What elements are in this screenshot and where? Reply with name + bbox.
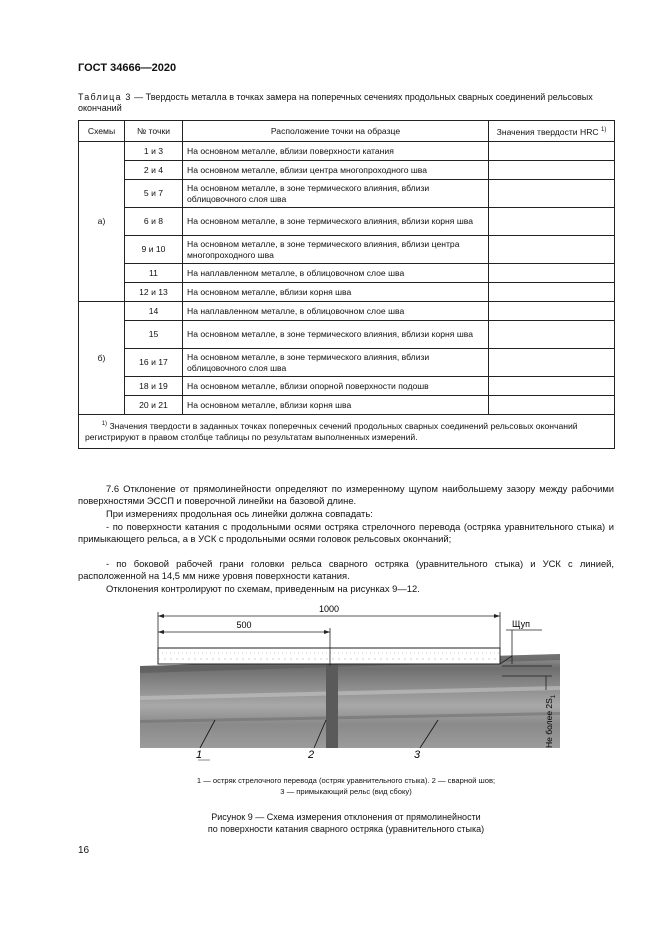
hardness-value-cell — [489, 321, 615, 349]
point-cell: 16 и 17 — [125, 349, 183, 377]
paragraph-rolling-surface: - по поверхности катания с продольными осями остряка стрелочного перевода (остряка уравнительного стыка) и примыкающего рельса, а в УСК с продольными осями головок рельсовых окончаний; — [78, 521, 614, 545]
hardness-value-cell — [489, 283, 615, 302]
location-cell: На основном металле, вблизи центра многопроходного шва — [183, 161, 489, 180]
location-cell: На основном металле, в зоне термического влияния, вблизи облицовочного слоя шва — [183, 180, 489, 208]
table-caption-label: Таблица 3 — [78, 92, 132, 102]
col-header-location: Расположение точки на образце — [183, 121, 489, 142]
callout-1: 1 — [196, 749, 203, 761]
location-cell: На основном металле, в зоне термического влияния, вблизи центра многопроходного шва — [183, 236, 489, 264]
point-cell: 6 и 8 — [125, 208, 183, 236]
location-cell: На наплавленном металле, в облицовочном слое шва — [183, 302, 489, 321]
scheme-cell-b: б) — [79, 302, 125, 415]
hardness-value-cell — [489, 349, 615, 377]
table-row — [79, 208, 615, 236]
table-header-row — [79, 121, 615, 142]
paragraph-axis-intro: При измерениях продольная ось линейки должна совпадать: — [106, 508, 373, 519]
location-cell: На основном металле, в зоне термического влияния, вблизи корня шва — [183, 321, 489, 349]
figure-9-diagram — [140, 600, 560, 770]
table-caption-text: — Твердость металла в точках замера на поперечных сечениях продольных сварных соединений рельсовых окончаний — [78, 92, 593, 113]
table-row — [79, 142, 615, 161]
paragraph-side-face: - по боковой рабочей грани головки рельса сварного остряка (уравнительного стыка) и УСК с линией, расположенной на 14,5 мм ниже уровня поверхности катания. — [78, 558, 614, 582]
table-caption — [78, 92, 614, 114]
table-row — [79, 396, 615, 415]
point-cell: 2 и 4 — [125, 161, 183, 180]
location-cell: На наплавленном металле, в облицовочном слое шва — [183, 264, 489, 283]
callout-2: 2 — [308, 749, 315, 761]
paragraph-figures-ref: Отклонения контролируют по схемам, приведенным на рисунках 9—12. — [106, 583, 420, 594]
hardness-table — [78, 120, 615, 449]
table-row — [79, 377, 615, 396]
col-header-hardness — [489, 121, 615, 142]
point-cell: 9 и 10 — [125, 236, 183, 264]
location-cell: На основном металле, вблизи поверхности катания — [183, 142, 489, 161]
table-footnote-row — [79, 415, 615, 449]
dimension-1000: 1000 — [318, 604, 340, 614]
figure-caption — [78, 811, 614, 835]
table-row — [79, 236, 615, 264]
table-footnote — [79, 415, 615, 449]
dimension-500: 500 — [236, 620, 252, 630]
figure-caption-line-1: Рисунок 9 — Схема измерения отклонения от прямолинейности — [211, 812, 481, 822]
hardness-value-cell — [489, 396, 615, 415]
legend-line-2: 3 — примыкающий рельс (вид сбоку) — [280, 787, 412, 796]
table-row — [79, 302, 615, 321]
figure-legend — [78, 775, 614, 797]
location-cell: На основном металле, в зоне термического влияния, вблизи корня шва — [183, 208, 489, 236]
col-header-scheme: Схемы — [79, 121, 125, 142]
table-row — [79, 283, 615, 302]
paragraph-7-6: 7.6 Отклонение от прямолинейности определяют по измеренному щупом наибольшему зазору между рабочими поверхностями ЭССП и поверочной линейки на базовой длине. — [78, 483, 614, 507]
document-header: ГОСТ 34666—2020 — [78, 62, 177, 74]
footnote-mark: 1) — [101, 421, 108, 427]
table-row — [79, 161, 615, 180]
table-row — [79, 180, 615, 208]
point-cell: 18 и 19 — [125, 377, 183, 396]
probe-label: Щуп — [512, 619, 531, 629]
hardness-value-cell — [489, 161, 615, 180]
location-cell: На основном металле, вблизи корня шва — [183, 396, 489, 415]
page-number: 16 — [78, 845, 90, 856]
col-header-hardness-text: Значения твердости HRC — [496, 126, 599, 137]
table-row — [79, 321, 615, 349]
point-cell: 1 и 3 — [125, 142, 183, 161]
rail-body — [140, 654, 560, 748]
table-row — [79, 349, 615, 377]
hardness-value-cell — [489, 236, 615, 264]
hardness-value-cell — [489, 377, 615, 396]
hardness-value-cell — [489, 264, 615, 283]
hardness-value-cell — [489, 142, 615, 161]
footnote-text: Значения твердости в заданных точках поперечных сечений продольных сварных соединений рельсовых окончаний регистрируют в правом столбце таблицы по результатам выполненных измерений. — [85, 420, 578, 442]
dimension-arrows — [158, 614, 500, 634]
legend-line-1: 1 — остряк стрелочного перевода (остряк уравнительного стыка). 2 — сварной шов; — [196, 776, 496, 785]
point-cell: 12 и 13 — [125, 283, 183, 302]
gap-label-sub: 1 — [551, 694, 557, 699]
location-cell: На основном металле, вблизи опорной поверхности подошв — [183, 377, 489, 396]
hardness-value-cell — [489, 180, 615, 208]
figure-caption-line-2: по поверхности катания сварного остряка (уравнительного стыка) — [207, 824, 485, 834]
location-cell: На основном металле, вблизи корня шва — [183, 283, 489, 302]
point-cell: 14 — [125, 302, 183, 321]
table-row — [79, 264, 615, 283]
col-header-hardness-note: 1) — [601, 126, 607, 133]
point-cell: 5 и 7 — [125, 180, 183, 208]
col-header-point: № точки — [125, 121, 183, 142]
straightedge — [158, 648, 500, 664]
point-cell: 20 и 21 — [125, 396, 183, 415]
hardness-value-cell — [489, 208, 615, 236]
location-cell: На основном металле, в зоне термического влияния, вблизи облицовочного слоя шва — [183, 349, 489, 377]
point-cell: 11 — [125, 264, 183, 283]
point-cell: 15 — [125, 321, 183, 349]
weld-seam — [326, 658, 338, 748]
callout-3: 3 — [414, 749, 421, 761]
scheme-cell-a: а) — [79, 142, 125, 302]
hardness-value-cell — [489, 302, 615, 321]
gap-label-text: Не более 2S — [544, 698, 554, 748]
